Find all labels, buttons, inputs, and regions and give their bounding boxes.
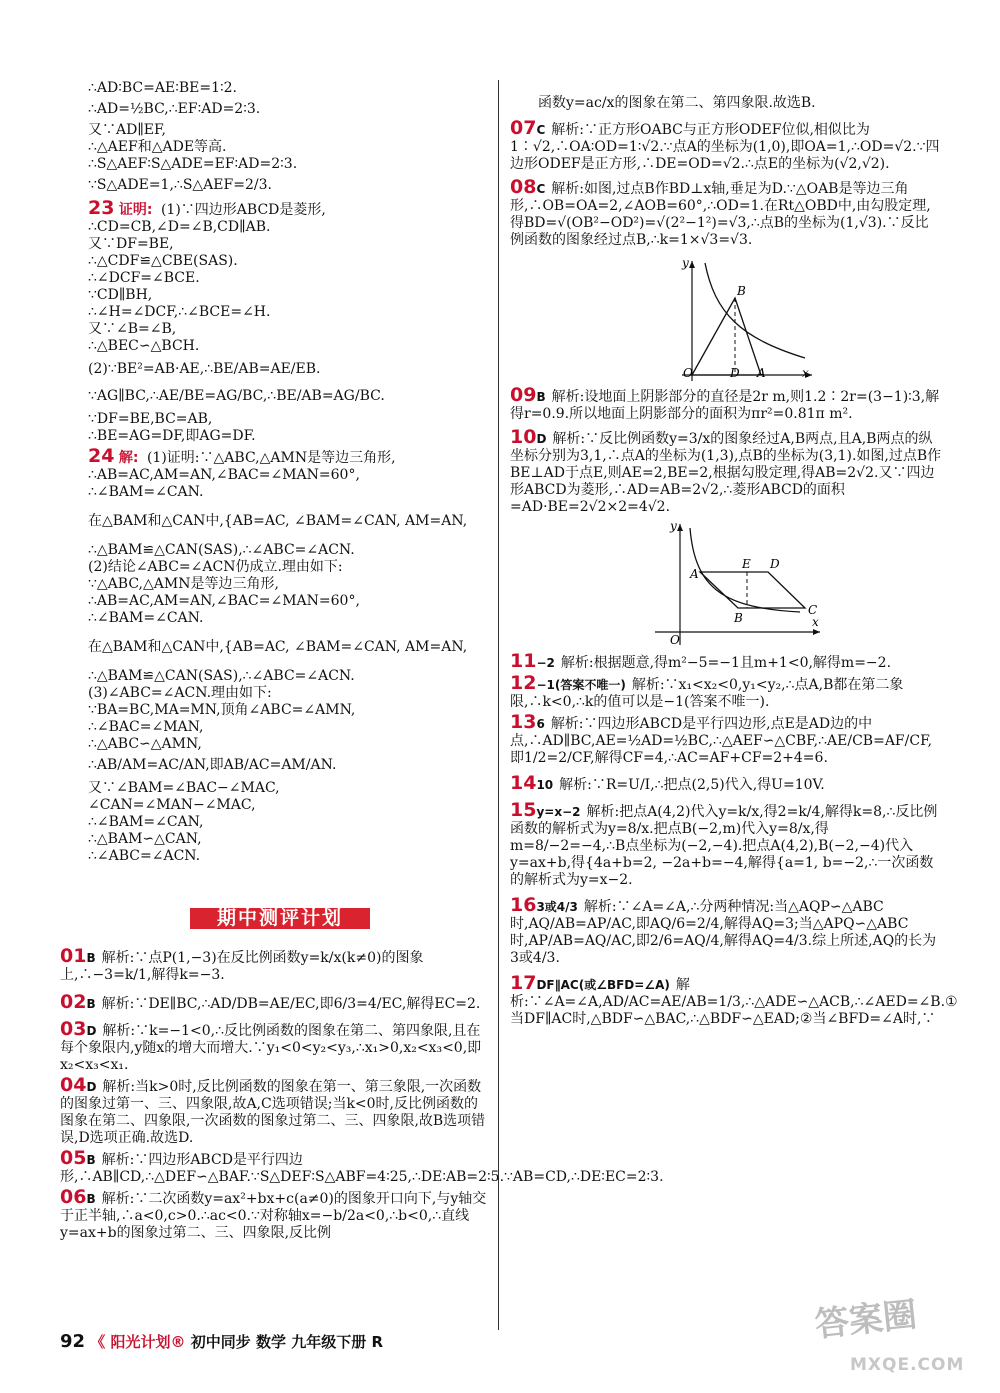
solution-tag: 解: (118, 450, 139, 466)
text-line: ∵CD∥BH, (88, 287, 153, 303)
text-line: ∴∠BAC=∠MAN, (88, 719, 204, 735)
text-line: (2)结论∠ABC=∠ACN仍成立.理由如下: (88, 559, 343, 575)
text-line: 又∵∠BAM=∠BAC−∠MAC, (88, 780, 280, 796)
item-text: 解析:如图,过点B作BD⊥x轴,垂足为D.∵△OAB是等边三角形,∴OB=OA=2,∠AOB=60°,∴OD=1.在Rt△OBD中,由勾股定理,得BD=√(OB²−OD²)=√(2²−1²)=√3,∴点B的坐标为(1,√3).∵反比例函数的图象经过点B,∴k=1×√3=√3. (510, 181, 931, 248)
text-line: 函数y=ac/x的图象在第二、第四象限.故选B. (538, 95, 816, 111)
item-text: 解析:设地面上阴影部分的直径是2r m,则1.2∶2r=(3−1)∶3,解得r=0.9.所以地面上阴影部分的面积为πr²=0.81π m². (510, 389, 940, 422)
question-number: 10 (510, 426, 537, 448)
question-number: 16 (510, 894, 537, 916)
item-04 (60, 1074, 488, 1147)
text-line: ∴AB=AC,AM=AN,∠BAC=∠MAN=60°, (88, 467, 360, 483)
item-07 (510, 117, 942, 173)
answer-letter: D (86, 1080, 97, 1094)
question-number: 11 (510, 650, 537, 672)
question-number: 14 (510, 772, 537, 794)
item-text: 解析:∵k=−1<0,∴反比例函数的图象在第二、第四象限,且在每个象限内,y随x的增大而增大.∵y₁<0<y₂<y₃,∴x₁>0,x₂<x₃<0,即x₂<x₃<x₁. (60, 1023, 482, 1073)
label-b: B (737, 284, 746, 298)
text-line: ∴△BAM≌△CAN(SAS),∴∠ABC=∠ACN. (88, 542, 355, 558)
text-line: ∴AD∶BC=AE∶BE=1∶2. (88, 80, 237, 96)
text-line: 又∵AD∥EF, (88, 122, 167, 138)
question-24 (88, 445, 488, 865)
answer-letter: C (536, 123, 546, 137)
item-02 (60, 991, 488, 1013)
text-line: ∴CD=CB,∠D=∠B,CD∥AB. (88, 219, 271, 235)
item-text: 解析:∵点P(1,−3)在反比例函数y=k/x(k≠0)的图象上,∴−3=k/1,解得k=−3. (60, 950, 424, 983)
label-d: D (770, 557, 780, 571)
label-x: x (812, 615, 819, 629)
text-line: (3)∠ABC=∠ACN.理由如下: (88, 685, 272, 701)
label-a: A (757, 366, 766, 380)
label-d: D (730, 366, 740, 380)
item-text: 解析:∵R=U/I,∴把点(2,5)代入,得U=10V. (559, 777, 825, 793)
text-line: ∴△BAM∽△CAN, (88, 831, 202, 847)
text-line: ∴∠BAM=∠CAN. (88, 484, 204, 500)
label-y: y (682, 256, 689, 270)
figure-axes (682, 261, 812, 381)
text-line: ∴BE=AG=DF,即AG=DF. (88, 428, 256, 444)
book-title: 初中同步 数学 九年级下册 R (190, 1333, 384, 1351)
text-line: ∵BA=BC,MA=MN,顶角∠ABC=∠AMN, (88, 702, 356, 718)
item-text: 解析:∵二次函数y=ax²+bx+c(a≠0)的图象开口向下,与y轴交于正半轴,∴a<0,c>0.∴ac<0.∵对称轴x=−b/2a<0,∴b<0,∴直线y=ax+b的图象过第二、三、四象限,反比例 (60, 1191, 487, 1241)
item-01 (60, 945, 488, 984)
item-text: 解析:把点A(4,2)代入y=k/x,得2=k/4,解得k=8,∴反比例函数的解析式为y=8/x.把点B(−2,m)代入y=8/x,得m=8/−2=−4,∴B点坐标为(−2,−4).把点A(4,2),B(−2,−4)代入y=ax+b,得{4a+b=2, −2a+b=−4,解得{a=1, b=−2,∴一次函数的解析式为y=x−2. (510, 804, 938, 888)
watermark-url: MXQE.COM (850, 1355, 965, 1375)
question-number: 04 (60, 1074, 87, 1096)
text-line: (2)∵BE²=AB·AE,∴BE/AB=AE/EB. (88, 361, 321, 377)
item-text: 解析:∵正方形OABC与正方形ODEF位似,相似比为1∶√2,∴OA∶OD=1∶√2.∵点A的坐标为(1,0),即OA=1,∴OD=√2.∵四边形ODEF是正方形,∴DE=OD=√2.∴点E的坐标为(√2,√2). (510, 122, 940, 172)
question-number: 17 (510, 972, 537, 994)
question-number: 07 (510, 117, 537, 139)
figure-axes (655, 524, 820, 645)
question-number: 15 (510, 799, 537, 821)
text-line: (1)证明:∵△ABC,△AMN是等边三角形, (146, 450, 396, 466)
text-line: ∴S△AEF∶S△ADE=EF∶AD=2∶3. (88, 156, 298, 172)
triangle-oab (692, 298, 761, 375)
text-line: 在△BAM和△CAN中,{AB=AC, ∠BAM=∠CAN, AM=AN, (88, 639, 468, 655)
item-15 (510, 799, 942, 889)
text-line: (1)∵四边形ABCD是菱形, (160, 202, 326, 218)
item-05 (60, 1147, 664, 1186)
question-number: 24 (88, 445, 115, 467)
answer-letter: B (86, 997, 96, 1011)
page-number: 92 (60, 1331, 86, 1352)
item-text: 解析:∵x₁<x₂<0,y₁<y₂,∴点A,B都在第二象限,∴k<0,∴k的值可以是−1(答案不唯一). (510, 677, 904, 710)
item-11 (510, 650, 942, 672)
text-line: ∵AG∥BC,∴AE/BE=AG/BC,∴BE/AB=AG/BC. (88, 388, 385, 404)
text-line: ∴△BAM≌△CAN(SAS),∴∠ABC=∠ACN. (88, 668, 355, 684)
answer: −1(答案不唯一) (536, 678, 626, 692)
text-line: ∴AD=½BC,∴EF∶AD=2∶3. (88, 101, 261, 117)
text-line: ∴AB/AM=AC/AN,即AB/AC=AM/AN. (88, 757, 337, 773)
item-text: 解析:∵反比例函数y=3/x的图象经过A,B两点,且A,B两点的纵坐标分别为3,1,∴点A的坐标为(1,3),点B的坐标为(3,1).如图,过点B作BE⊥AD于点E,则AE=2,BE=2,根据勾股定理,得AB=2√2.又∵四边形ABCD为菱形,∴AD=AB=2√2,∴菱形ABCD的面积=AD·BE=2√2×2=4√2. (510, 431, 942, 515)
hyperbola-curve (705, 263, 805, 358)
label-x: x (802, 366, 809, 380)
page-footer (60, 1333, 383, 1351)
text-line: 在△BAM和△CAN中,{AB=AC, ∠BAM=∠CAN, AM=AN, (88, 513, 468, 529)
item-13 (510, 711, 942, 767)
brand-mark: 《 (90, 1333, 106, 1351)
item-16 (510, 894, 942, 967)
item-17 (510, 972, 958, 1028)
answer-letter: B (536, 390, 546, 404)
text-line: ∵△ABC,△AMN是等边三角形, (88, 576, 279, 592)
answer-letter: C (536, 182, 546, 196)
left-column (88, 80, 488, 865)
text-line: ∵S△ADE=1,∴S△AEF=2/3. (88, 177, 272, 193)
text-line: ∴∠BAM=∠CAN, (88, 814, 204, 830)
text-line: ∴△ABC∽△AMN, (88, 736, 202, 752)
answer: 3或4/3 (536, 900, 578, 914)
question-number: 23 (88, 197, 115, 219)
text-line: ∴△AEF和△ADE等高. (88, 139, 227, 155)
answer: −2 (536, 656, 555, 670)
question-23 (88, 197, 488, 445)
question-number: 08 (510, 176, 537, 198)
answer-letter: B (86, 1153, 96, 1167)
label-a: A (690, 567, 699, 581)
answer: DF∥AC(或∠BFD=∠A) (536, 978, 670, 992)
item-12 (510, 672, 942, 711)
label-o: O (670, 633, 680, 647)
item-14 (510, 772, 942, 794)
text-line: ∵DF=BE,BC=AB, (88, 411, 213, 427)
answer: 6 (536, 717, 545, 731)
item-09 (510, 384, 942, 423)
answer: y=x−2 (536, 805, 581, 819)
solution-tag: 证明: (118, 202, 153, 218)
question-number: 05 (60, 1147, 87, 1169)
text-line: ∴△CDF≌△CBE(SAS). (88, 253, 238, 269)
text-line: ∴∠ABC=∠ACN. (88, 848, 201, 864)
answer: 10 (536, 778, 554, 792)
item-text: 解析:∵DE∥BC,∴AD/DB=AE/EC,即6/3=4/EC,解得EC=2. (101, 996, 481, 1012)
answer-letter: B (86, 951, 96, 965)
text-line: ∠CAN=∠MAN−∠MAC, (88, 797, 256, 813)
question-number: 02 (60, 991, 87, 1013)
column-divider (498, 80, 499, 1330)
item-08 (510, 176, 942, 249)
question-number: 09 (510, 384, 537, 406)
continued-solution (88, 80, 488, 194)
text-line: ∴∠DCF=∠BCE. (88, 270, 200, 286)
item-text: 解析:根据题意,得m²−5=−1且m+1<0,解得m=−2. (560, 655, 892, 671)
answer-letter: B (86, 1192, 96, 1206)
text-line: ∴∠BAM=∠CAN. (88, 610, 204, 626)
item-text: 解析:∵∠A=∠A,∴分两种情况:当△AQP∽△ABC时,AQ/AB=AP/AC,即AQ/6=2/4,解得AQ=3;当△APQ∽△ABC时,AP/AB=AQ/AC,即2/6=AQ/4,解得AQ=4/3.综上所述,AQ的长为3或4/3. (510, 899, 937, 966)
hyperbola-triangle-figure (510, 253, 942, 383)
item-10 (510, 426, 942, 516)
answer-letter: D (536, 432, 547, 446)
label-o: O (683, 366, 693, 380)
text-line: ∴∠H=∠DCF,∴∠BCE=∠H. (88, 304, 271, 320)
label-y: y (670, 520, 677, 533)
text-line: ∴△BEC∽△BCH. (88, 338, 200, 354)
label-c: C (808, 603, 818, 617)
question-number: 12 (510, 672, 537, 694)
text-line: 又∵DF=BE, (88, 236, 174, 252)
item-text: 解析:∵四边形ABCD是平行四边形,∴AB∥CD,∴△DEF∽△BAF.∵S△DEF∶S△ABF=4∶25,∴DE∶AB=2∶5.∵AB=CD,∴DE∶EC=2∶3. (60, 1152, 664, 1185)
text-line: 又∵∠B=∠B, (88, 321, 177, 337)
text-line: ∴AB=AC,AM=AN,∠BAC=∠MAN=60°, (88, 593, 360, 609)
question-number: 01 (60, 945, 87, 967)
question-number: 13 (510, 711, 537, 733)
item-text: 解析:∵四边形ABCD是平行四边形,点E是AD边的中点,∴AD∥BC,AE=½AD=½BC,∴△AEF∽△CBF,∴AE/CB=AF/CF,即1/2=2/CF,解得CF=4,∴AC=AF+CF=2+4=6. (510, 716, 933, 766)
answer-letter: D (86, 1024, 97, 1038)
section-title: 期中测评计划 (190, 908, 370, 929)
item-06 (60, 1186, 488, 1242)
question-number: 06 (60, 1186, 87, 1208)
item-text: 解析:当k>0时,反比例函数的图象在第一、第三象限,一次函数的图象过第一、三、四象限,故A,C选项错误;当k<0时,反比例函数的图象在第二、四象限,一次函数的图象过第二、三、四象限,故B选项错误,D选项正确.故选D. (60, 1079, 486, 1146)
item-text: 解析:∵∠A=∠A,AD/AC=AE/AB=1/3,∴△ADE∽△ACB,∴∠AED=∠B.①当DF∥AC时,△BDF∽△BAC,∴△BDF∽△EAD;②当∠BFD=∠A时,∵ (510, 977, 958, 1027)
label-e: E (742, 557, 751, 571)
right-column (510, 95, 958, 1028)
watermark-logo: 答案圈 (813, 1294, 919, 1346)
hyperbola-rhombus-figure (510, 520, 942, 650)
label-b: B (734, 611, 743, 625)
brand-name: 阳光计划® (110, 1333, 186, 1351)
question-number: 03 (60, 1018, 87, 1040)
item-03 (60, 1018, 488, 1074)
